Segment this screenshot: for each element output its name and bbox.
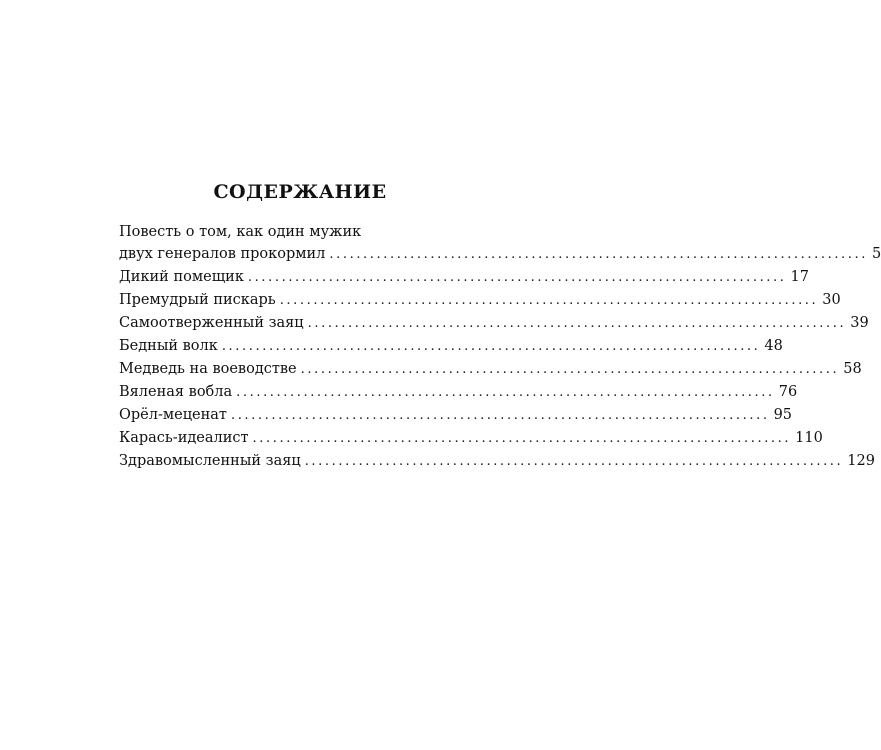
toc-page-number: 48 — [764, 338, 783, 354]
toc-entry — [119, 289, 841, 312]
toc-entry-title: Здравомысленный заяц — [119, 453, 301, 469]
toc-leader-dots: ................................................................................ — [300, 362, 840, 377]
toc-entry — [119, 450, 875, 473]
toc-leader-dots: ................................................................................ — [247, 270, 787, 285]
toc-page-number: 129 — [847, 453, 875, 469]
toc-entry-title: двух генералов прокормил — [119, 246, 326, 262]
toc-leader-dots: ................................................................................ — [236, 385, 775, 400]
toc-page-number: 95 — [773, 407, 793, 423]
toc-leader-dots: ................................................................................ — [279, 293, 819, 308]
toc-entry — [119, 243, 881, 266]
toc-page-number: 76 — [778, 384, 798, 400]
toc-leader-dots: ................................................................................ — [221, 339, 761, 354]
toc-page-number: 58 — [843, 361, 862, 377]
toc-leader-dots: ................................................................................ — [252, 431, 792, 446]
toc-page-number: 5 — [871, 246, 881, 262]
toc-page-number: 17 — [790, 269, 809, 285]
toc-leader-dots: ................................................................................ — [230, 408, 770, 423]
toc-entry — [119, 266, 809, 289]
toc-page-number: 39 — [850, 315, 869, 331]
toc-entry — [119, 404, 793, 427]
toc-page-number: 30 — [822, 292, 841, 308]
toc-entry — [119, 358, 862, 381]
toc-entry-title: Самоотверженный заяц — [119, 315, 304, 331]
toc-entry — [119, 381, 798, 404]
toc-page-number: 110 — [795, 430, 823, 446]
table-of-contents — [119, 222, 881, 473]
toc-entry — [119, 427, 823, 450]
toc-entry-title: Орёл-меценат — [119, 407, 227, 423]
toc-entry-title: Премудрый пискарь — [119, 292, 276, 308]
toc-entry — [119, 312, 869, 335]
toc-entry-title-line: Повесть о том, как один мужик — [119, 224, 362, 240]
page-title: СОДЕРЖАНИЕ — [213, 181, 387, 203]
toc-entry — [119, 335, 783, 358]
toc-leader-dots: ................................................................................ — [329, 247, 868, 262]
toc-entry-title: Медведь на воеводстве — [119, 361, 297, 377]
toc-entry-title: Карась-идеалист — [119, 430, 249, 446]
toc-entry-title: Дикий помещик — [119, 269, 244, 285]
toc-leader-dots: ................................................................................ — [307, 316, 847, 331]
toc-leader-dots: ................................................................................ — [304, 454, 844, 469]
toc-entry-title: Вяленая вобла — [119, 384, 233, 400]
toc-entry-title: Бедный волк — [119, 338, 218, 354]
